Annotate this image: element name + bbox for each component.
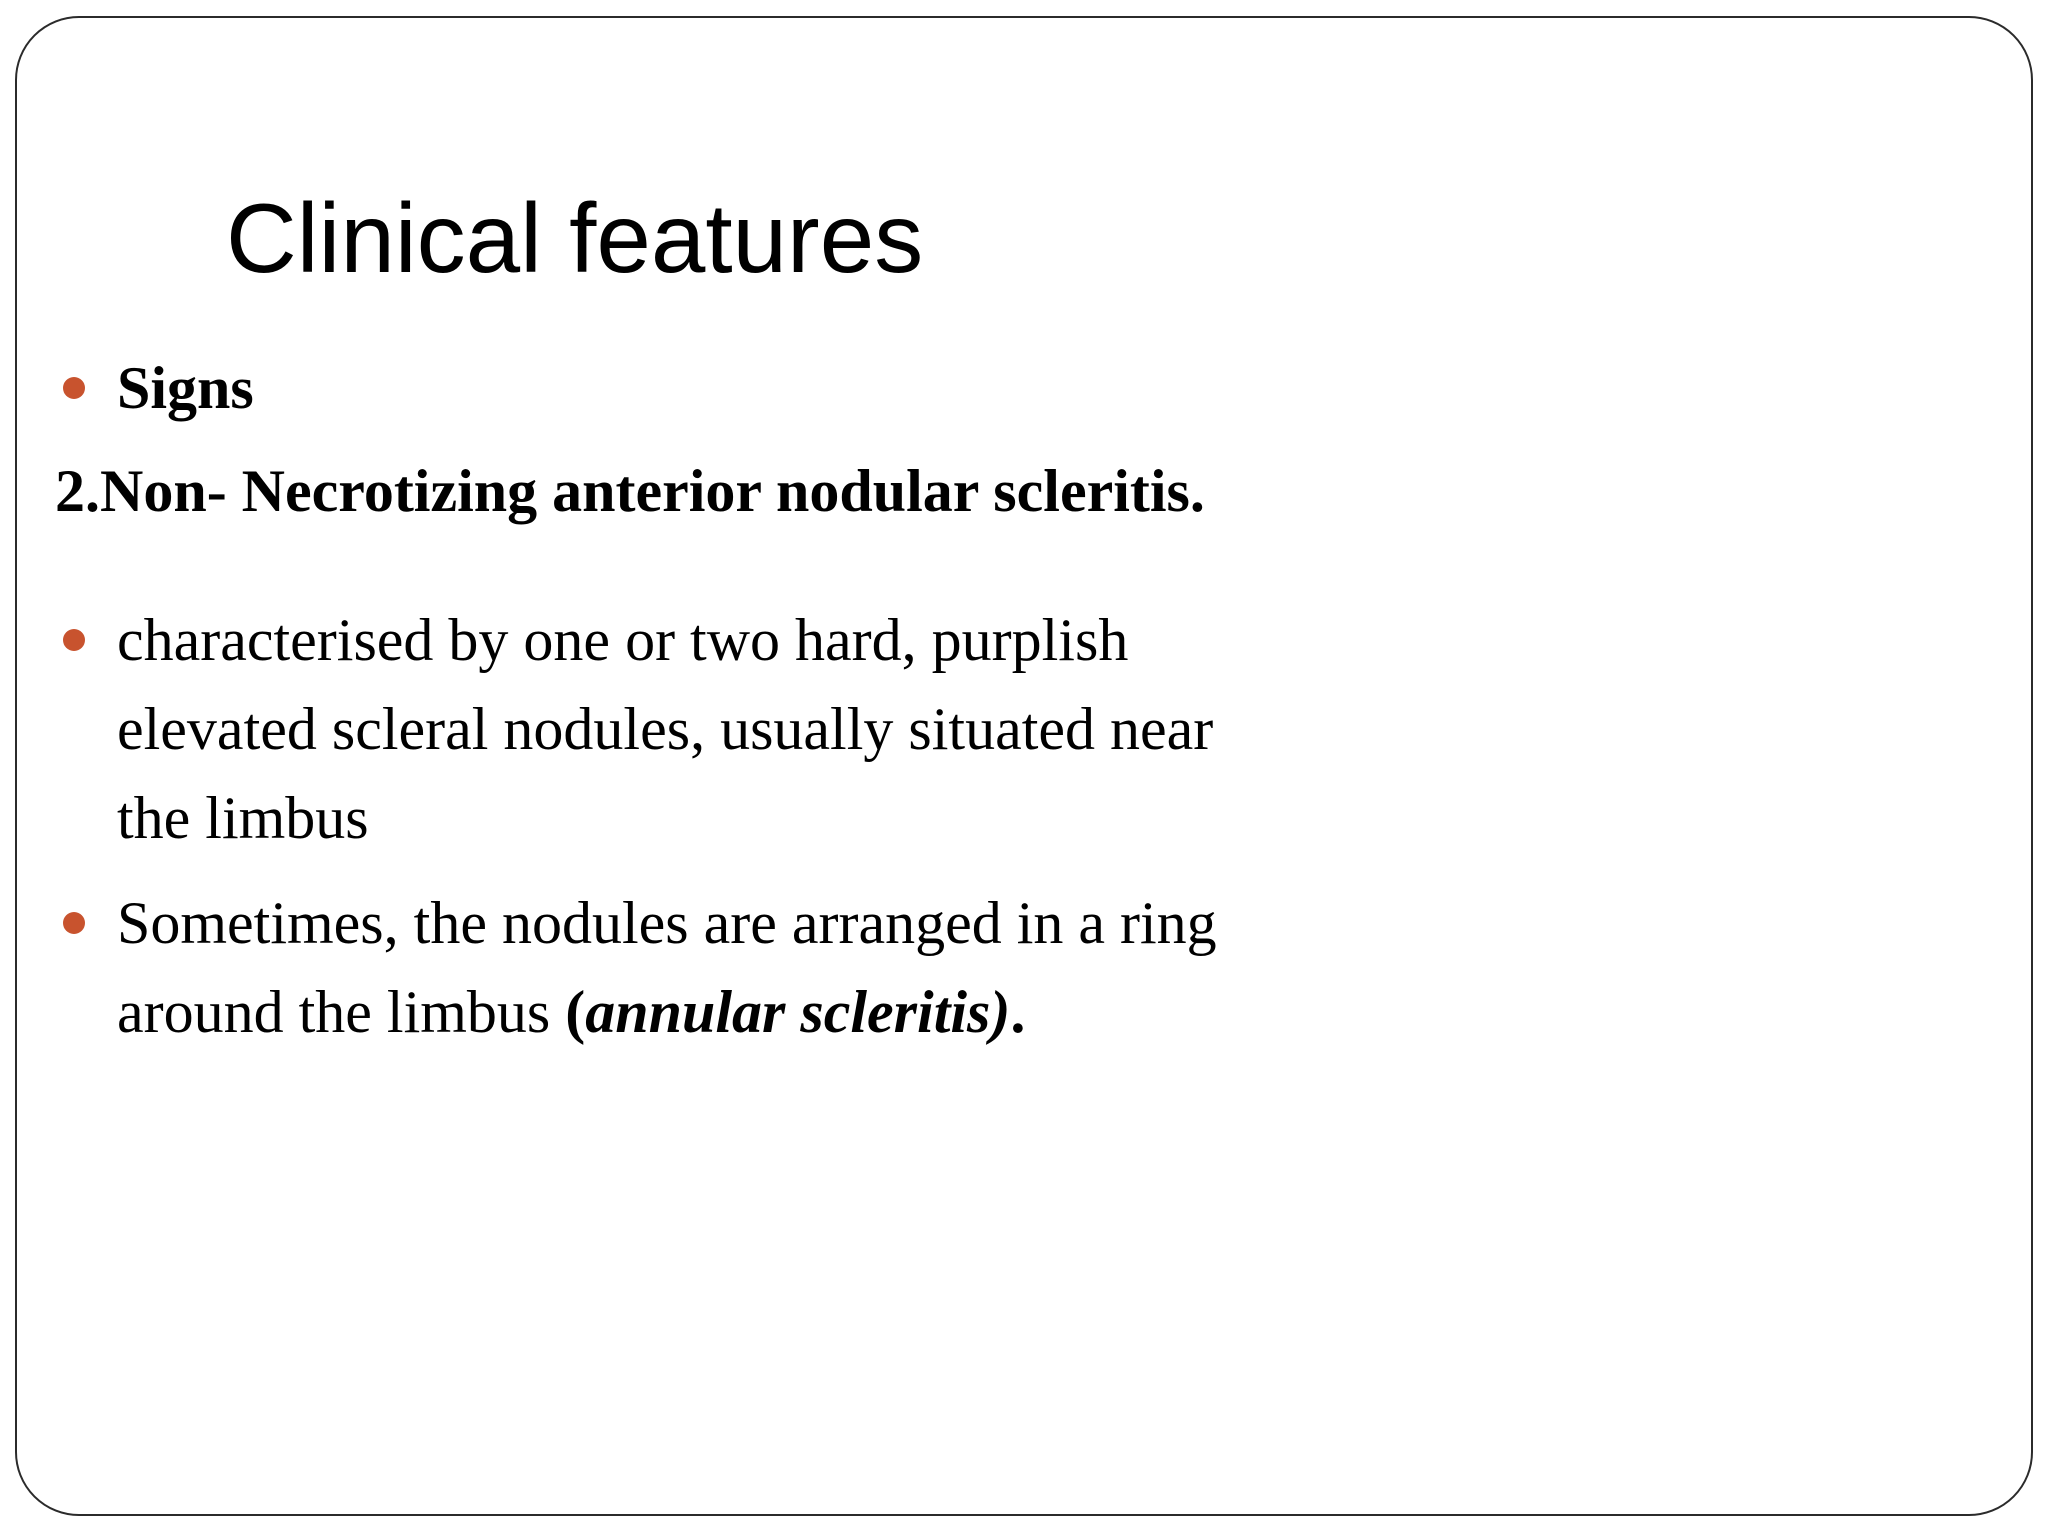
slide-title: Clinical features bbox=[226, 183, 924, 293]
numbered-heading bbox=[55, 447, 1255, 536]
bullet-icon bbox=[63, 377, 85, 399]
annular-scleritis-term: annular scleritis bbox=[585, 979, 991, 1045]
annular-text: Sometimes, the nodules are arranged in a ring around the limbus bbox=[117, 890, 1217, 1045]
characterised-text: characterised by one or two hard, purplish elevated scleral nodules, usually situated near the limbus bbox=[117, 607, 1214, 851]
numbered-heading-text: 2.Non- Necrotizing anterior nodular scleritis. bbox=[55, 458, 1205, 524]
list-item-annular bbox=[55, 879, 1255, 1057]
paren-open: ( bbox=[565, 979, 586, 1045]
list-item-signs bbox=[55, 344, 1255, 433]
bullet-icon bbox=[63, 912, 85, 934]
bullet-icon bbox=[63, 629, 85, 651]
paren-close: ) bbox=[990, 979, 1011, 1045]
list-item-characterised bbox=[55, 596, 1255, 863]
slide-body bbox=[55, 344, 1255, 1057]
signs-label: Signs bbox=[117, 355, 254, 421]
period: . bbox=[1010, 979, 1026, 1045]
